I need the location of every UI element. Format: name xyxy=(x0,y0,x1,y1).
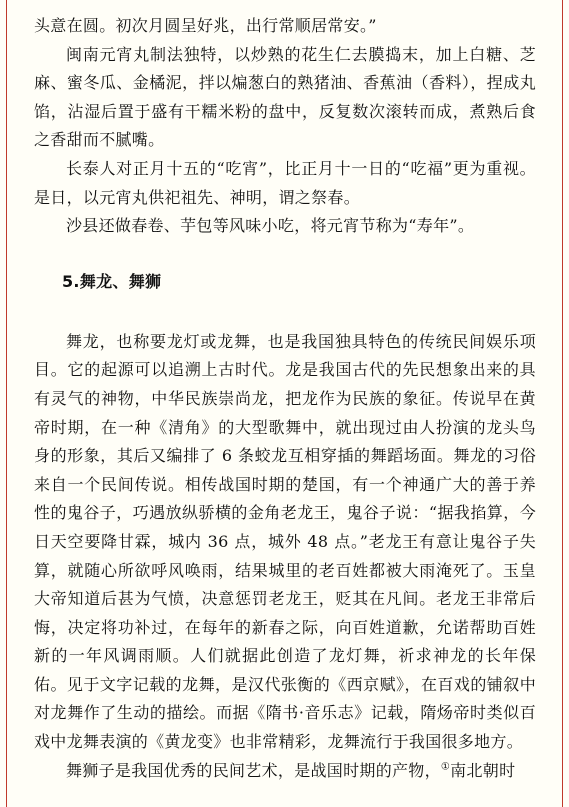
paragraph-shaxian: 沙县还做春卷、芋包等风味小吃，将元宵节称为“寿年”。 xyxy=(66,216,475,236)
lion-dance-text-cont: 南北朝时 xyxy=(450,760,516,780)
paragraph-changtai: 长泰人对正月十五的“吃宵”，比正月十一日的“吃福”更为重视。是日，以元宵丸供祀祖先、神明，谓之祭春。 xyxy=(34,158,536,207)
paragraph-minnan-yuanxiao: 闽南元宵丸制法独特，以炒熟的花生仁去膜捣末，加上白糖、芝麻、蜜冬瓜、金橘泥，拌以煸葱白的熟猪油、香蕉油（香料），捏成丸馅，沾湿后置于盛有干糯米粉的盘中，反复数次滚转而成，煮熟后食之香甜而不腻嘴。 xyxy=(34,44,536,150)
paragraph-continuation: 头意在圆。初次月圆呈好兆，出行常顺居常安。” xyxy=(34,16,377,35)
footnote-marker[interactable]: ① xyxy=(440,761,451,773)
left-margin-rule xyxy=(6,0,7,807)
right-margin-rule xyxy=(562,0,563,807)
lion-dance-text: 舞狮子是我国优秀的民间艺术，是战国时期的产物， xyxy=(66,760,441,780)
paragraph-lion-dance xyxy=(34,757,536,786)
document-body xyxy=(34,12,536,785)
section-heading: 5.舞龙、舞狮 xyxy=(62,271,162,291)
paragraph-dragon-dance: 舞龙，也称要龙灯或龙舞，也是我国独具特色的传统民间娱乐项目。它的起源可以追溯上古时代。龙是我国古代的先民想象出来的具有灵气的神物，中华民族崇尚龙，把龙作为民族的象征。传说早在黄帝时期，在一种《清角》的大型歌舞中，就出现过由人扮演的龙头鸟身的形象，其后又编排了 6 条蛟龙互相穿插的舞蹈场面。舞龙的习俗来自一个民间传说。相传战国时期的楚国，有一个神通广大的善于养性的鬼谷子，巧遇放纵骄横的金角老龙王，鬼谷子说：“据我掐算，今日天空要降甘霖，城内 36 点，城外 48 点。”老龙王有意让鬼谷子失算，就随心所欲呼风唤雨，结果城里的老百姓都被大雨淹死了。玉皇大帝知道后甚为气愤，决意惩罚老龙王，贬其在凡间。老龙王非常后悔，决定将功补过，在每年的新春之际，向百姓道歉，允诺帮助百姓新的一年风调雨顺。人们就据此创造了龙灯舞，祈求神龙的长年保佑。见于文字记载的龙舞，是汉代张衡的《西京赋》，在百戏的铺叙中对龙舞作了生动的描绘。而据《隋书·音乐志》记载，隋炀帝时类似百戏中龙舞表演的《黄龙变》也非常精彩，龙舞流行于我国很多地方。 xyxy=(34,331,536,752)
